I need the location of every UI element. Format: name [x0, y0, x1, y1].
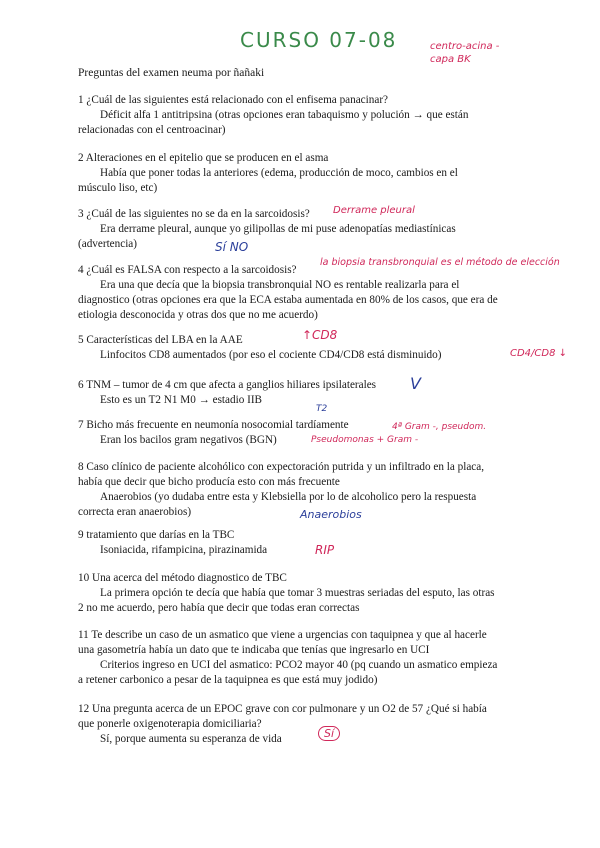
answer-text: Era una que decía que la biopsia transbronquial NO es rentable realizarla para el diagnostico (otras opciones era que la ECA estaba aumentada en 80% de los casos, que era de etiologia desconocida y otras dos que no me acuerdo): [78, 279, 498, 321]
question-text: 3 ¿Cuál de las siguientes no se da en la sarcoidosis?: [78, 208, 310, 220]
question-10: [78, 571, 498, 616]
question-12: [78, 702, 498, 747]
question-11: [78, 628, 498, 688]
q5-annotation: ↑CD8: [302, 328, 338, 342]
question-9: [78, 528, 498, 558]
question-8: [78, 460, 498, 520]
question-text: 7 Bicho más frecuente en neumonía nosocomial tardíamente: [78, 419, 349, 431]
q3-annotation: Derrame pleural: [333, 205, 415, 216]
question-1: [78, 93, 498, 138]
q9-annotation: RIP: [315, 543, 335, 557]
question-text: 8 Caso clínico de paciente alcohólico con expectoración putrida y un infiltrado en la placa, había que decir que bicho producía esto con más frecuente: [78, 461, 485, 488]
q5-ratio-annotation: CD4/CD8 ↓: [510, 348, 568, 359]
question-3: [78, 207, 498, 252]
question-4: [78, 263, 498, 323]
answer-text: La primera opción te decía que había que tomar 3 muestras seriadas del esputo, las otras 2 no me acuerdo, pero había que decir que todas eran correctas: [78, 587, 495, 614]
question-text: 6 TNM – tumor de 4 cm que afecta a ganglios hiliares ipsilaterales: [78, 379, 377, 391]
top-right-note: centro-acina - capa BK: [430, 41, 500, 65]
answer-text: Eran los bacilos gram negativos (BGN): [100, 434, 277, 446]
question-5: [78, 333, 498, 363]
answer-text: Déficit alfa 1 antitripsina (otras opciones eran tabaquismo y polución → que están relacionadas con el centroacinar): [78, 109, 469, 136]
answer-text: Anaerobios (yo dudaba entre esta y Klebsiella por lo de alcoholico pero la respuesta correcta eran anaerobios): [78, 491, 477, 518]
q3-annotation-2: Sí NO: [215, 240, 249, 254]
course-stamp: CURSO 07-08: [240, 28, 398, 52]
question-6: [78, 378, 498, 408]
answer-text: Sí, porque aumenta su esperanza de vida: [100, 733, 282, 745]
q6-annotation: V: [410, 374, 421, 393]
page-title: Preguntas del examen neuma por ñañaki: [78, 67, 265, 79]
q12-annotation: Sí: [318, 726, 340, 741]
q7-annotation: Pseudomonas + Gram -: [311, 435, 419, 445]
question-text: 4 ¿Cuál es FALSA con respecto a la sarcoidosis?: [78, 264, 297, 276]
q4-annotation: la biopsia transbronquial es el método de elección: [320, 257, 560, 268]
question-text: 5 Características del LBA en la AAE: [78, 334, 243, 346]
question-text: 11 Te describe un caso de un asmatico que viene a urgencias con taquipnea y que al hacerle una gasometría había un dato que te indicaba que tenías que ingresarlo en UCI: [78, 629, 487, 656]
question-text: 9 tratamiento que darías en la TBC: [78, 529, 235, 541]
q8-annotation: Anaerobios: [300, 508, 362, 521]
q6-annotation-2: T2: [316, 404, 328, 414]
answer-text: Criterios ingreso en UCI del asmatico: PCO2 mayor 40 (pq cuando un asmatico empieza a retener carbonico a pesar de la taquipnea es que está muy jodido): [78, 659, 498, 686]
question-text: 10 Una acerca del método diagnostico de TBC: [78, 572, 287, 584]
question-text: 12 Una pregunta acerca de un EPOC grave con cor pulmonare y un O2 de 57 ¿Qué si había que ponerle oxigenoterapia domiciliaria?: [78, 703, 487, 730]
q7-annotation-2: 4ª Gram -, pseudom.: [392, 422, 487, 432]
question-text: 1 ¿Cuál de las siguientes está relacionado con el enfisema panacinar?: [78, 94, 389, 106]
answer-text: Había que poner todas la anteriores (edema, producción de moco, cambios en el músculo liso, etc): [78, 167, 458, 194]
answer-text: Isoniacida, rifampicina, pirazinamida: [100, 544, 268, 556]
answer-text: Linfocitos CD8 aumentados (por eso el cociente CD4/CD8 está disminuido): [100, 349, 442, 361]
question-text: 2 Alteraciones en el epitelio que se producen en el asma: [78, 152, 329, 164]
answer-text: Era derrame pleural, aunque yo gilipollas de mi puse adenopatías mediastínicas (advertencia): [78, 223, 456, 250]
question-2: [78, 151, 498, 196]
answer-text: Esto es un T2 N1 M0 → estadio IIB: [100, 394, 263, 406]
